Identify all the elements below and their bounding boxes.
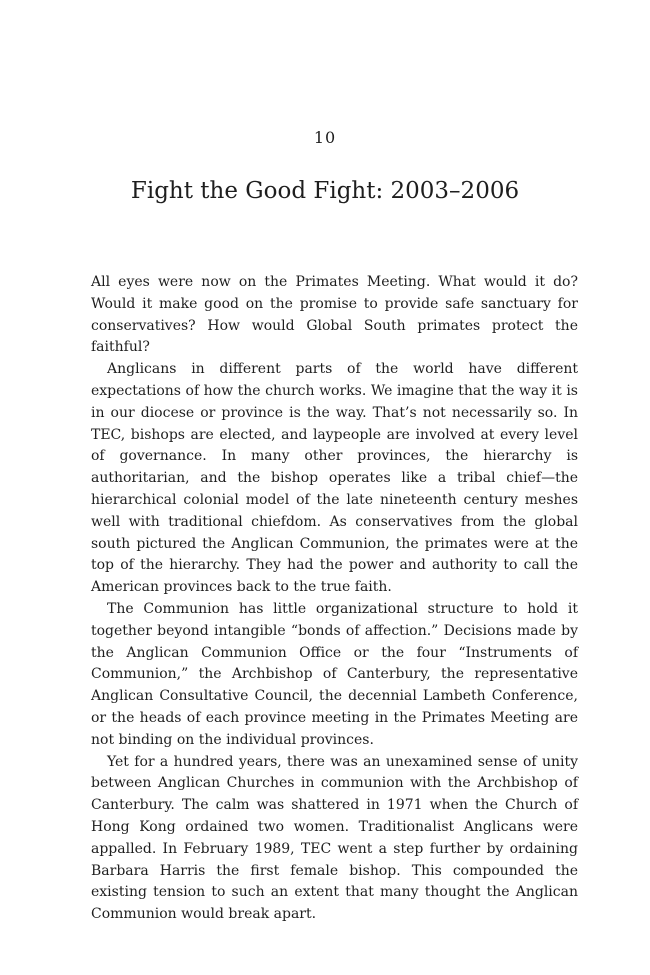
- chapter-number: 10: [313, 128, 337, 147]
- chapter-title: Fight the Good Fight: 2003–2006: [130, 178, 520, 204]
- chapter-body: [91, 272, 578, 926]
- paragraph-3: The Communion has little organizational structure to hold it together beyond intangible “bonds of affection.” Decisions made by the Anglican Communion Office or the four “Instruments of Communion,” the Archbishop of Canterbury, the representative Anglican Consultative Council, the decennial Lambeth Conference, or the heads of each province meeting in the Primates Meeting are not binding on the individual provinces.: [91, 600, 578, 748]
- paragraph-1: All eyes were now on the Primates Meeting. What would it do? Would it make good on the promise to provide safe sanctuary for conservatives? How would Global South primates protect the faithful?: [91, 274, 578, 356]
- paragraph-4: Yet for a hundred years, there was an unexamined sense of unity between Anglican Churches in communion with the Archbishop of Canterbury. The calm was shattered in 1971 when the Church of Hong Kong ordained two women. Traditionalist Anglicans were appalled. In February 1989, TEC went a step further by ordaining Barbara Harris the first female bishop. This compounded the existing tension to such an extent that many thought the Anglican Communion would break apart.: [91, 753, 578, 923]
- paragraph-2: Anglicans in different parts of the world have different expectations of how the church works. We imagine that the way it is in our diocese or province is the way. That’s not necessarily so. In TEC, bishops are elected, and laypeople are involved at every level of governance. In many other provinces, the hierarchy is authoritarian, and the bishop operates like a tribal chief—the hierarchical colonial model of the late nineteenth century meshes well with traditional chiefdom. As conservatives from the global south pictured the Anglican Communion, the primates were at the top of the hierarchy. They had the power and authority to call the American provinces back to the true faith.: [91, 361, 578, 596]
